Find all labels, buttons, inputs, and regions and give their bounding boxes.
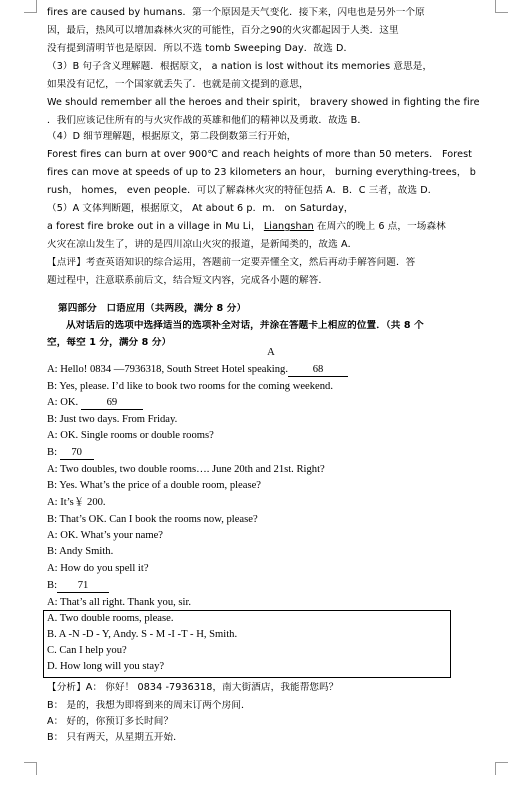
dialogue-line [47, 364, 495, 377]
explanation-line: （5）A 文体判断题，根据原文， At about 6 p．m． on Saturday， [47, 203, 354, 214]
dialogue-line: A: Two doubles, two double rooms…. June 20th and 21st. Right? [47, 464, 325, 475]
analysis-line: A： 好的，你预订多长时间？ [47, 716, 174, 727]
analysis-line: B： 是的，我想为即将到来的周末订两个房间． [47, 700, 251, 711]
options-box [43, 610, 451, 678]
dialogue-line [47, 447, 495, 460]
explanation-line: fires are caused by humans．第一个原因是天气变化．接下来，闪电也是另外一个原 [47, 7, 425, 18]
place-name-underlined: Liangshan [263, 221, 314, 232]
option-b[interactable]: B. A -N -D - Y, Andy. S - M -I -T - H, Smith. [47, 629, 238, 640]
dialogue-line [47, 397, 495, 410]
dialogue-text: A: OK. [47, 397, 79, 408]
dialogue-text: B: [47, 580, 58, 591]
answer-blank[interactable]: 68 [288, 364, 348, 377]
dialogue-line: A: OK. What’s your name? [47, 530, 164, 541]
dialogue-text: B: [47, 447, 58, 458]
dialogue-line: A: OK. Single rooms or double rooms? [47, 430, 214, 441]
explanation-line: fires can move at speeds of up to 23 kilometers an hour， burning everything-trees， b [47, 167, 476, 178]
answer-blank[interactable]: 71 [57, 580, 109, 593]
dialogue-line: B: Just two days. From Friday. [47, 414, 178, 425]
explanation-line: 因，最后，热风可以增加森林火灾的可能性，百分之90的火灾都起因于人类．这里 [47, 25, 399, 36]
option-d[interactable]: D. How long will you stay? [47, 661, 165, 672]
dialogue-text: A: Hello! 0834 —7936318, South Street Hotel speaking. [47, 364, 288, 375]
dialogue-line: A: It’s￥ 200. [47, 497, 106, 508]
answer-blank[interactable]: 70 [60, 447, 94, 460]
explanation-line: Forest fires can burn at over 900℃ and reach heights of more than 50 meters． Forest [47, 149, 473, 160]
dialogue-line [47, 580, 495, 593]
crop-mark-top-right [495, 0, 508, 13]
comment-line: 题过程中，注意联系前后文，结合短文内容，完成各小题的解答． [47, 275, 329, 286]
analysis-line: 【分析】A： 你好！ 0834 -7936318，南大街酒店，我能帮您吗？ [47, 682, 339, 693]
part-label: A [267, 347, 275, 358]
crop-mark-top-left [24, 0, 37, 13]
explanation-line: rush， homes， even people．可以了解森林火灾的特征包括 A．B．C 三者，故选 D． [47, 185, 438, 196]
explanation-line [47, 221, 495, 233]
explanation-line: 如果没有记忆，一个国家就丢失了．也就是前文提到的意思， [47, 79, 309, 90]
crop-mark-bottom-right [495, 762, 508, 775]
explanation-line: ．我们应该记住所有的与火灾作战的英雄和他们的精神以及勇敢．故选 B． [47, 115, 368, 126]
dialogue-line: A: That’s all right. Thank you, sir. [47, 597, 192, 608]
dialogue-line: A: How do you spell it? [47, 563, 149, 574]
explanation-line: 没有提到清明节也是原因．所以不选 tomb Sweeping Day．故选 D． [47, 43, 354, 54]
option-a[interactable]: A. Two double rooms, please. [47, 613, 174, 624]
analysis-line: B： 只有两天，从星期五开始． [47, 732, 183, 743]
explanation-text: 在周六的晚上 6 点，一场森林 [317, 221, 446, 232]
dialogue-line: B: Yes. What’s the price of a double room, please? [47, 480, 261, 491]
explanation-text: a forest fire broke out in a village in Mu Li， [47, 221, 261, 232]
explanation-line: We should remember all the heroes and their spirit， bravery showed in fighting the fire [47, 97, 480, 108]
dialogue-line: B: Yes, please. I’d like to book two rooms for the coming weekend. [47, 381, 333, 392]
section-instruction: 从对话后的选项中选择适当的选项补全对话，并涂在答题卡上相应的位置．（共 8 个 [66, 320, 424, 331]
option-c[interactable]: C. Can I help you? [47, 645, 127, 656]
explanation-line: 火灾在凉山发生了，讲的是四川凉山火灾的报道，是新闻类的，故选 A． [47, 239, 358, 250]
dialogue-line: B: Andy Smith. [47, 546, 114, 557]
section-title: 第四部分 口语应用（共两段，满分 8 分） [58, 303, 247, 314]
section-instruction: 空，每空 1 分，满分 8 分） [47, 337, 172, 348]
answer-blank[interactable]: 69 [81, 397, 143, 410]
crop-mark-bottom-left [24, 762, 37, 775]
explanation-line: （4）D 细节理解题，根据原文，第二段倒数第三行开始， [47, 131, 297, 142]
dialogue-line: B: That’s OK. Can I book the rooms now, please? [47, 514, 258, 525]
explanation-line: （3）B 句子含义理解题．根据原文， a nation is lost without its memories 意思是， [47, 61, 433, 72]
comment-line: 【点评】考查英语知识的综合运用，答题前一定要弄懂全文，然后再动手解答问题．答 [47, 257, 416, 268]
